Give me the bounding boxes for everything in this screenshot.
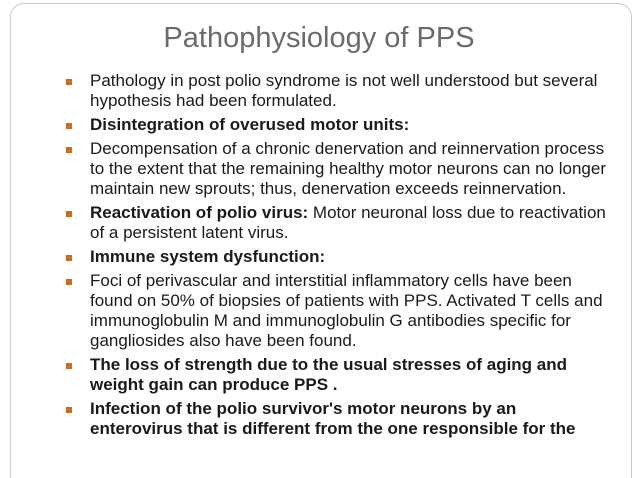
bullet-item [66, 247, 606, 267]
square-bullet-icon [66, 123, 72, 129]
bullet-text: Pathology in post polio syndrome is not well understood but several hypothesis had been formulated. [90, 71, 598, 110]
bullet-list [66, 71, 606, 443]
square-bullet-icon [66, 407, 72, 413]
square-bullet-icon [66, 363, 72, 369]
bullet-item [66, 271, 606, 351]
bullet-bold-text: The loss of strength due to the usual stresses of aging and weight gain can produce PPS . [90, 355, 568, 394]
bullet-bold-text: Immune system dysfunction: [90, 247, 326, 266]
bullet-item [66, 71, 606, 111]
bullet-item [66, 203, 606, 243]
square-bullet-icon [66, 147, 72, 153]
bullet-item [66, 115, 606, 135]
square-bullet-icon [66, 211, 72, 217]
bullet-text: Motor neuronal loss due to reactivation of a persistent latent virus. [90, 203, 606, 242]
bullet-text: Decompensation of a chronic denervation and reinnervation process to the extent that the remaining healthy motor neurons can no longer maintain new sprouts; thus, denervation exceeds reinnervation. [90, 139, 606, 198]
bullet-bold-text: Disintegration of overused motor units: [90, 115, 410, 134]
square-bullet-icon [66, 279, 72, 285]
slide-title: Pathophysiology of PPS [163, 22, 475, 54]
bullet-text: Foci of perivascular and interstitial inflammatory cells have been found on 50% of biopsies of patients with PPS. Activated T cells and immunoglobulin M and immunoglobulin G antibodies specific for gangliosides also have been found. [90, 271, 603, 350]
bullet-item [66, 355, 606, 395]
bullet-bold-text: Infection of the polio survivor's motor neurons by an enterovirus that is different from the one responsible for the [90, 399, 576, 438]
bullet-bold-text: Reactivation of polio virus: [90, 203, 309, 222]
square-bullet-icon [66, 79, 72, 85]
bullet-item [66, 399, 606, 439]
square-bullet-icon [66, 255, 72, 261]
bullet-item [66, 139, 606, 199]
